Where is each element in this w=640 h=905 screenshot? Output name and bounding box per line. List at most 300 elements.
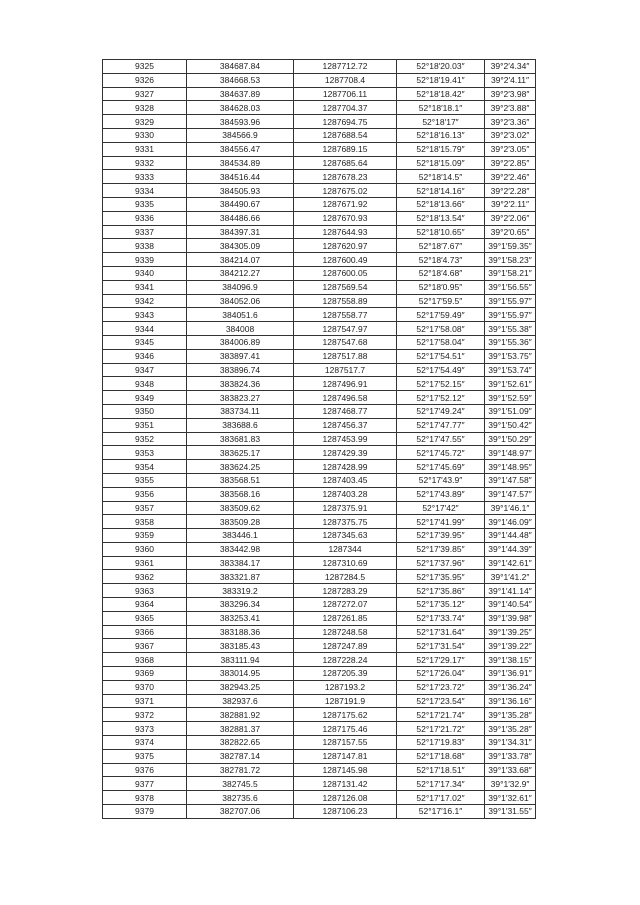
point-number-cell: 9342 (103, 294, 187, 308)
point-number-cell: 9348 (103, 377, 187, 391)
longitude-cell: 39°1′58.21″ (485, 266, 536, 280)
point-number-cell: 9375 (103, 749, 187, 763)
point-number-cell: 9354 (103, 460, 187, 474)
y-coordinate-cell: 1287453.99 (294, 432, 397, 446)
x-coordinate-cell: 383823.27 (187, 391, 294, 405)
point-number-cell: 9337 (103, 225, 187, 239)
longitude-cell: 39°1′47.58″ (485, 473, 536, 487)
x-coordinate-cell: 383296.34 (187, 598, 294, 612)
longitude-cell: 39°1′35.28″ (485, 722, 536, 736)
y-coordinate-cell: 1287517.88 (294, 349, 397, 363)
latitude-cell: 52°17′23.54″ (397, 694, 485, 708)
y-coordinate-cell: 1287247.89 (294, 639, 397, 653)
table-row (103, 87, 536, 101)
x-coordinate-cell: 383625.17 (187, 446, 294, 460)
table-row (103, 570, 536, 584)
point-number-cell: 9353 (103, 446, 187, 460)
latitude-cell: 52°17′21.72″ (397, 722, 485, 736)
table-row (103, 184, 536, 198)
point-number-cell: 9357 (103, 501, 187, 515)
longitude-cell: 39°1′48.97″ (485, 446, 536, 460)
longitude-cell: 39°2′3.05″ (485, 142, 536, 156)
table-row (103, 763, 536, 777)
y-coordinate-cell: 1287344 (294, 542, 397, 556)
latitude-cell: 52°18′18.1″ (397, 101, 485, 115)
latitude-cell: 52°17′43.89″ (397, 487, 485, 501)
x-coordinate-cell: 383253.41 (187, 611, 294, 625)
point-number-cell: 9346 (103, 349, 187, 363)
longitude-cell: 39°1′46.09″ (485, 515, 536, 529)
point-number-cell: 9325 (103, 60, 187, 74)
longitude-cell: 39°1′50.29″ (485, 432, 536, 446)
point-number-cell: 9364 (103, 598, 187, 612)
latitude-cell: 52°17′49.24″ (397, 404, 485, 418)
x-coordinate-cell: 383321.87 (187, 570, 294, 584)
y-coordinate-cell: 1287670.93 (294, 211, 397, 225)
latitude-cell: 52°17′52.12″ (397, 391, 485, 405)
latitude-cell: 52°17′41.99″ (397, 515, 485, 529)
x-coordinate-cell: 384006.89 (187, 335, 294, 349)
y-coordinate-cell: 1287496.91 (294, 377, 397, 391)
longitude-cell: 39°1′55.97″ (485, 308, 536, 322)
point-number-cell: 9361 (103, 556, 187, 570)
y-coordinate-cell: 1287191.9 (294, 694, 397, 708)
y-coordinate-cell: 1287175.46 (294, 722, 397, 736)
point-number-cell: 9366 (103, 625, 187, 639)
point-number-cell: 9333 (103, 170, 187, 184)
table-row (103, 308, 536, 322)
latitude-cell: 52°17′52.15″ (397, 377, 485, 391)
x-coordinate-cell: 382822.65 (187, 736, 294, 750)
y-coordinate-cell: 1287428.99 (294, 460, 397, 474)
y-coordinate-cell: 1287248.58 (294, 625, 397, 639)
longitude-cell: 39°1′48.95″ (485, 460, 536, 474)
y-coordinate-cell: 1287145.98 (294, 763, 397, 777)
x-coordinate-cell: 382943.25 (187, 680, 294, 694)
point-number-cell: 9343 (103, 308, 187, 322)
y-coordinate-cell: 1287157.55 (294, 736, 397, 750)
point-number-cell: 9352 (103, 432, 187, 446)
x-coordinate-cell: 383681.83 (187, 432, 294, 446)
table-row (103, 515, 536, 529)
longitude-cell: 39°1′40.54″ (485, 598, 536, 612)
y-coordinate-cell: 1287558.89 (294, 294, 397, 308)
y-coordinate-cell: 1287205.39 (294, 667, 397, 681)
latitude-cell: 52°18′0.95″ (397, 280, 485, 294)
table-row (103, 791, 536, 805)
x-coordinate-cell: 384486.66 (187, 211, 294, 225)
point-number-cell: 9362 (103, 570, 187, 584)
longitude-cell: 39°1′34.31″ (485, 736, 536, 750)
point-number-cell: 9367 (103, 639, 187, 653)
longitude-cell: 39°2′3.98″ (485, 87, 536, 101)
longitude-cell: 39°1′39.98″ (485, 611, 536, 625)
table-row (103, 239, 536, 253)
y-coordinate-cell: 1287456.37 (294, 418, 397, 432)
latitude-cell: 52°17′59.49″ (397, 308, 485, 322)
longitude-cell: 39°1′32.9″ (485, 777, 536, 791)
point-number-cell: 9338 (103, 239, 187, 253)
longitude-cell: 39°1′35.28″ (485, 708, 536, 722)
table-row (103, 487, 536, 501)
longitude-cell: 39°1′50.42″ (485, 418, 536, 432)
x-coordinate-cell: 383824.36 (187, 377, 294, 391)
latitude-cell: 52°17′59.5″ (397, 294, 485, 308)
x-coordinate-cell: 384593.96 (187, 115, 294, 129)
x-coordinate-cell: 384668.53 (187, 73, 294, 87)
latitude-cell: 52°17′58.08″ (397, 322, 485, 336)
x-coordinate-cell: 383111.94 (187, 653, 294, 667)
y-coordinate-cell: 1287310.69 (294, 556, 397, 570)
point-number-cell: 9371 (103, 694, 187, 708)
latitude-cell: 52°17′35.95″ (397, 570, 485, 584)
table-row (103, 363, 536, 377)
x-coordinate-cell: 384490.67 (187, 197, 294, 211)
table-row (103, 667, 536, 681)
table-row (103, 653, 536, 667)
coordinates-table-body (103, 60, 536, 819)
latitude-cell: 52°18′18.42″ (397, 87, 485, 101)
x-coordinate-cell: 384687.84 (187, 60, 294, 74)
latitude-cell: 52°17′26.04″ (397, 667, 485, 681)
table-row (103, 322, 536, 336)
point-number-cell: 9369 (103, 667, 187, 681)
table-row (103, 197, 536, 211)
point-number-cell: 9365 (103, 611, 187, 625)
x-coordinate-cell: 384008 (187, 322, 294, 336)
latitude-cell: 52°17′31.64″ (397, 625, 485, 639)
y-coordinate-cell: 1287671.92 (294, 197, 397, 211)
y-coordinate-cell: 1287688.54 (294, 128, 397, 142)
table-row (103, 377, 536, 391)
table-row (103, 446, 536, 460)
table-row (103, 556, 536, 570)
longitude-cell: 39°2′2.11″ (485, 197, 536, 211)
longitude-cell: 39°1′38.15″ (485, 653, 536, 667)
x-coordinate-cell: 384516.44 (187, 170, 294, 184)
longitude-cell: 39°1′39.22″ (485, 639, 536, 653)
table-row (103, 211, 536, 225)
table-row (103, 542, 536, 556)
latitude-cell: 52°17′19.83″ (397, 736, 485, 750)
x-coordinate-cell: 384566.9 (187, 128, 294, 142)
y-coordinate-cell: 1287600.05 (294, 266, 397, 280)
y-coordinate-cell: 1287228.24 (294, 653, 397, 667)
latitude-cell: 52°17′42″ (397, 501, 485, 515)
longitude-cell: 39°2′2.06″ (485, 211, 536, 225)
point-number-cell: 9327 (103, 87, 187, 101)
table-row (103, 736, 536, 750)
longitude-cell: 39°1′44.39″ (485, 542, 536, 556)
longitude-cell: 39°2′2.46″ (485, 170, 536, 184)
longitude-cell: 39°2′4.11″ (485, 73, 536, 87)
y-coordinate-cell: 1287429.39 (294, 446, 397, 460)
latitude-cell: 52°18′20.03″ (397, 60, 485, 74)
y-coordinate-cell: 1287126.08 (294, 791, 397, 805)
latitude-cell: 52°18′4.73″ (397, 253, 485, 267)
longitude-cell: 39°2′3.02″ (485, 128, 536, 142)
latitude-cell: 52°17′21.74″ (397, 708, 485, 722)
latitude-cell: 52°18′15.79″ (397, 142, 485, 156)
latitude-cell: 52°17′16.1″ (397, 805, 485, 819)
y-coordinate-cell: 1287517.7 (294, 363, 397, 377)
longitude-cell: 39°1′36.91″ (485, 667, 536, 681)
point-number-cell: 9368 (103, 653, 187, 667)
longitude-cell: 39°2′2.28″ (485, 184, 536, 198)
y-coordinate-cell: 1287685.64 (294, 156, 397, 170)
point-number-cell: 9374 (103, 736, 187, 750)
point-number-cell: 9326 (103, 73, 187, 87)
point-number-cell: 9358 (103, 515, 187, 529)
latitude-cell: 52°17′45.72″ (397, 446, 485, 460)
y-coordinate-cell: 1287704.37 (294, 101, 397, 115)
point-number-cell: 9340 (103, 266, 187, 280)
longitude-cell: 39°1′47.57″ (485, 487, 536, 501)
x-coordinate-cell: 383568.51 (187, 473, 294, 487)
point-number-cell: 9370 (103, 680, 187, 694)
y-coordinate-cell: 1287496.58 (294, 391, 397, 405)
longitude-cell: 39°1′32.61″ (485, 791, 536, 805)
table-row (103, 335, 536, 349)
table-row (103, 404, 536, 418)
y-coordinate-cell: 1287547.97 (294, 322, 397, 336)
x-coordinate-cell: 384096.9 (187, 280, 294, 294)
longitude-cell: 39°1′55.36″ (485, 335, 536, 349)
longitude-cell: 39°1′51.09″ (485, 404, 536, 418)
x-coordinate-cell: 384214.07 (187, 253, 294, 267)
table-row (103, 708, 536, 722)
y-coordinate-cell: 1287147.81 (294, 749, 397, 763)
table-row (103, 266, 536, 280)
longitude-cell: 39°1′41.14″ (485, 584, 536, 598)
y-coordinate-cell: 1287375.75 (294, 515, 397, 529)
table-row (103, 280, 536, 294)
latitude-cell: 52°17′18.68″ (397, 749, 485, 763)
table-row (103, 777, 536, 791)
table-row (103, 598, 536, 612)
y-coordinate-cell: 1287675.02 (294, 184, 397, 198)
y-coordinate-cell: 1287706.11 (294, 87, 397, 101)
point-number-cell: 9379 (103, 805, 187, 819)
latitude-cell: 52°18′13.54″ (397, 211, 485, 225)
table-row (103, 722, 536, 736)
table-row (103, 142, 536, 156)
x-coordinate-cell: 382937.6 (187, 694, 294, 708)
point-number-cell: 9355 (103, 473, 187, 487)
latitude-cell: 52°17′39.85″ (397, 542, 485, 556)
longitude-cell: 39°1′58.23″ (485, 253, 536, 267)
latitude-cell: 52°18′7.67″ (397, 239, 485, 253)
latitude-cell: 52°17′45.69″ (397, 460, 485, 474)
latitude-cell: 52°17′18.51″ (397, 763, 485, 777)
longitude-cell: 39°2′2.85″ (485, 156, 536, 170)
longitude-cell: 39°1′36.24″ (485, 680, 536, 694)
longitude-cell: 39°1′36.16″ (485, 694, 536, 708)
y-coordinate-cell: 1287261.85 (294, 611, 397, 625)
table-row (103, 625, 536, 639)
table-row (103, 694, 536, 708)
point-number-cell: 9360 (103, 542, 187, 556)
latitude-cell: 52°17′33.74″ (397, 611, 485, 625)
table-row (103, 639, 536, 653)
x-coordinate-cell: 382881.37 (187, 722, 294, 736)
table-row (103, 60, 536, 74)
x-coordinate-cell: 384397.31 (187, 225, 294, 239)
x-coordinate-cell: 383624.25 (187, 460, 294, 474)
y-coordinate-cell: 1287131.42 (294, 777, 397, 791)
latitude-cell: 52°18′14.5″ (397, 170, 485, 184)
point-number-cell: 9356 (103, 487, 187, 501)
longitude-cell: 39°1′44.48″ (485, 529, 536, 543)
y-coordinate-cell: 1287620.97 (294, 239, 397, 253)
y-coordinate-cell: 1287193.2 (294, 680, 397, 694)
x-coordinate-cell: 384305.09 (187, 239, 294, 253)
y-coordinate-cell: 1287569.54 (294, 280, 397, 294)
x-coordinate-cell: 382881.92 (187, 708, 294, 722)
latitude-cell: 52°18′10.65″ (397, 225, 485, 239)
table-row (103, 680, 536, 694)
x-coordinate-cell: 382735.6 (187, 791, 294, 805)
y-coordinate-cell: 1287600.49 (294, 253, 397, 267)
table-row (103, 73, 536, 87)
point-number-cell: 9377 (103, 777, 187, 791)
point-number-cell: 9363 (103, 584, 187, 598)
x-coordinate-cell: 383896.74 (187, 363, 294, 377)
longitude-cell: 39°1′59.35″ (485, 239, 536, 253)
longitude-cell: 39°1′53.74″ (485, 363, 536, 377)
point-number-cell: 9344 (103, 322, 187, 336)
x-coordinate-cell: 383014.95 (187, 667, 294, 681)
longitude-cell: 39°1′33.78″ (485, 749, 536, 763)
point-number-cell: 9339 (103, 253, 187, 267)
x-coordinate-cell: 383185.43 (187, 639, 294, 653)
latitude-cell: 52°17′23.72″ (397, 680, 485, 694)
latitude-cell: 52°17′58.04″ (397, 335, 485, 349)
longitude-cell: 39°2′4.34″ (485, 60, 536, 74)
table-row (103, 349, 536, 363)
y-coordinate-cell: 1287175.62 (294, 708, 397, 722)
latitude-cell: 52°17′39.95″ (397, 529, 485, 543)
point-number-cell: 9349 (103, 391, 187, 405)
x-coordinate-cell: 383509.62 (187, 501, 294, 515)
point-number-cell: 9328 (103, 101, 187, 115)
point-number-cell: 9334 (103, 184, 187, 198)
table-row (103, 128, 536, 142)
latitude-cell: 52°17′54.51″ (397, 349, 485, 363)
longitude-cell: 39°1′56.55″ (485, 280, 536, 294)
longitude-cell: 39°1′55.97″ (485, 294, 536, 308)
latitude-cell: 52°18′17″ (397, 115, 485, 129)
point-number-cell: 9329 (103, 115, 187, 129)
table-row (103, 391, 536, 405)
table-row (103, 225, 536, 239)
longitude-cell: 39°1′53.75″ (485, 349, 536, 363)
point-number-cell: 9351 (103, 418, 187, 432)
point-number-cell: 9347 (103, 363, 187, 377)
longitude-cell: 39°1′52.61″ (485, 377, 536, 391)
y-coordinate-cell: 1287678.23 (294, 170, 397, 184)
x-coordinate-cell: 383568.16 (187, 487, 294, 501)
x-coordinate-cell: 382787.14 (187, 749, 294, 763)
latitude-cell: 52°17′37.96″ (397, 556, 485, 570)
longitude-cell: 39°1′39.25″ (485, 625, 536, 639)
point-number-cell: 9336 (103, 211, 187, 225)
y-coordinate-cell: 1287272.07 (294, 598, 397, 612)
table-row (103, 611, 536, 625)
table-row (103, 584, 536, 598)
y-coordinate-cell: 1287284.5 (294, 570, 397, 584)
y-coordinate-cell: 1287694.75 (294, 115, 397, 129)
table-row (103, 418, 536, 432)
table-row (103, 460, 536, 474)
latitude-cell: 52°18′13.66″ (397, 197, 485, 211)
latitude-cell: 52°17′47.77″ (397, 418, 485, 432)
y-coordinate-cell: 1287375.91 (294, 501, 397, 515)
x-coordinate-cell: 384051.6 (187, 308, 294, 322)
x-coordinate-cell: 383509.28 (187, 515, 294, 529)
latitude-cell: 52°18′15.09″ (397, 156, 485, 170)
x-coordinate-cell: 382781.72 (187, 763, 294, 777)
point-number-cell: 9378 (103, 791, 187, 805)
coordinates-table (102, 59, 536, 819)
point-number-cell: 9330 (103, 128, 187, 142)
latitude-cell: 52°17′29.17″ (397, 653, 485, 667)
y-coordinate-cell: 1287345.63 (294, 529, 397, 543)
y-coordinate-cell: 1287403.28 (294, 487, 397, 501)
y-coordinate-cell: 1287403.45 (294, 473, 397, 487)
table-row (103, 749, 536, 763)
x-coordinate-cell: 383442.98 (187, 542, 294, 556)
x-coordinate-cell: 384637.89 (187, 87, 294, 101)
y-coordinate-cell: 1287689.15 (294, 142, 397, 156)
latitude-cell: 52°18′16.13″ (397, 128, 485, 142)
x-coordinate-cell: 383734.11 (187, 404, 294, 418)
longitude-cell: 39°1′46.1″ (485, 501, 536, 515)
x-coordinate-cell: 384052.06 (187, 294, 294, 308)
longitude-cell: 39°2′3.36″ (485, 115, 536, 129)
latitude-cell: 52°17′31.54″ (397, 639, 485, 653)
longitude-cell: 39°1′31.55″ (485, 805, 536, 819)
y-coordinate-cell: 1287712.72 (294, 60, 397, 74)
x-coordinate-cell: 384505.93 (187, 184, 294, 198)
x-coordinate-cell: 382707.06 (187, 805, 294, 819)
table-row (103, 156, 536, 170)
latitude-cell: 52°17′43.9″ (397, 473, 485, 487)
x-coordinate-cell: 384534.89 (187, 156, 294, 170)
point-number-cell: 9350 (103, 404, 187, 418)
x-coordinate-cell: 384212.27 (187, 266, 294, 280)
latitude-cell: 52°17′17.34″ (397, 777, 485, 791)
longitude-cell: 39°1′41.2″ (485, 570, 536, 584)
point-number-cell: 9335 (103, 197, 187, 211)
table-row (103, 501, 536, 515)
point-number-cell: 9376 (103, 763, 187, 777)
y-coordinate-cell: 1287468.77 (294, 404, 397, 418)
x-coordinate-cell: 382745.5 (187, 777, 294, 791)
point-number-cell: 9359 (103, 529, 187, 543)
point-number-cell: 9345 (103, 335, 187, 349)
longitude-cell: 39°1′52.59″ (485, 391, 536, 405)
latitude-cell: 52°17′54.49″ (397, 363, 485, 377)
y-coordinate-cell: 1287547.68 (294, 335, 397, 349)
table-row (103, 294, 536, 308)
table-row (103, 432, 536, 446)
y-coordinate-cell: 1287106.23 (294, 805, 397, 819)
latitude-cell: 52°17′35.86″ (397, 584, 485, 598)
point-number-cell: 9372 (103, 708, 187, 722)
longitude-cell: 39°2′3.88″ (485, 101, 536, 115)
x-coordinate-cell: 383446.1 (187, 529, 294, 543)
